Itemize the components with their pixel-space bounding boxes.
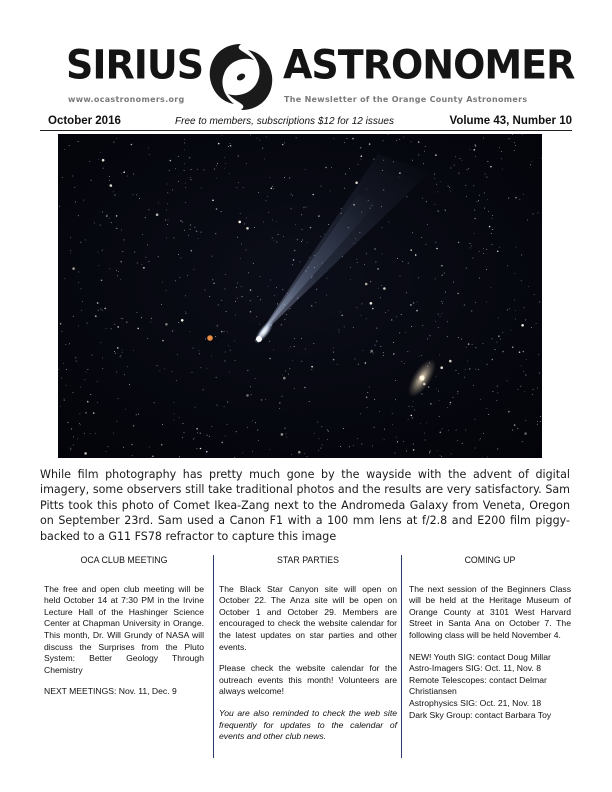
sig-item-remote-telescopes: Remote Telescopes: contact Delmar Christiansen [409, 674, 547, 697]
cover-photo-comet-andromeda [58, 134, 542, 458]
issue-volume: Volume 43, Number 10 [449, 115, 572, 127]
oca-logo-icon [204, 40, 278, 114]
sig-item-astro-imagers: Astro-Imagers SIG: Oct. 11, Nov. 8 [409, 663, 541, 674]
club-meeting-body: The free and open club meeting will be held October 14 at 7:30 PM in the Irvine Lecture Hall of the Hashinger Science Center at Chapman University in Orange. This month, Dr. Will Grundy of NASA will discuss the Surprises from the Pluto System: Better Geology Through Chemistry [44, 583, 204, 675]
star-parties-column [219, 555, 397, 755]
coming-up-heading: COMING UP [464, 555, 516, 565]
night-sky-image [58, 134, 542, 458]
website-reminder: You are also reminded to check the web site frequently for updates to the calendar of events and other club news. [219, 707, 397, 742]
website-url: www.ocastronomers.org [68, 95, 185, 104]
sig-item-youth: NEW! Youth SIG: contact Doug Millar [409, 651, 551, 662]
cover-caption: While film photography has pretty much gone by the wayside with the advent of digital imagery, some observers still take traditional photos and the results are very satisfactory. Sam Pitts took this photo of Comet Ikea-Zang next to the Andromeda Galaxy from Veneta, Oregon on September 23rd. Sam used a Canon F1 with a 100 mm lens at f/2.8 and E200 film piggy-backed to a G11 FS78 refractor to capture this image [40, 468, 570, 543]
sig-item-dark-sky: Dark Sky Group: contact Barbara Toy [409, 709, 552, 720]
masthead-tagline: The Newsletter of the Orange County Astronomers [284, 95, 528, 104]
sig-item-astrophysics: Astrophysics SIG: Oct. 21, Nov. 18 [409, 697, 542, 708]
star-parties-heading: STAR PARTIES [276, 555, 340, 565]
column-divider [401, 555, 402, 758]
club-meeting-column [44, 555, 204, 755]
star-parties-sites: The Black Star Canyon site will open on October 22. The Anza site will be open on October 1 and October 29. Members are encouraged to check the website calendar for the latest updates on star parties and other events. [219, 583, 397, 652]
column-divider [213, 555, 214, 758]
club-meeting-heading: OCA CLUB MEETING [80, 555, 168, 565]
beginners-class: The next session of the Beginners Class will be held at the Heritage Museum of Orange County at 3101 West Harvard Street in Santa Ana on October 7. The following class will be held November 4. [409, 583, 571, 640]
issue-date: October 2016 [48, 115, 121, 127]
masthead-title-sirius: SIRIUS [66, 41, 204, 89]
masthead-title-astronomer: ASTRONOMER [283, 41, 575, 89]
next-meetings: NEXT MEETINGS: Nov. 11, Dec. 9 [44, 686, 177, 697]
masthead [0, 0, 612, 112]
outreach-note: Please check the website calendar for the outreach events this month! Volunteers are always welcome! [219, 663, 397, 697]
subscription-note: Free to members, subscriptions $12 for 12 issues [175, 116, 394, 127]
coming-up-column [409, 555, 571, 755]
issue-bar [40, 114, 572, 131]
